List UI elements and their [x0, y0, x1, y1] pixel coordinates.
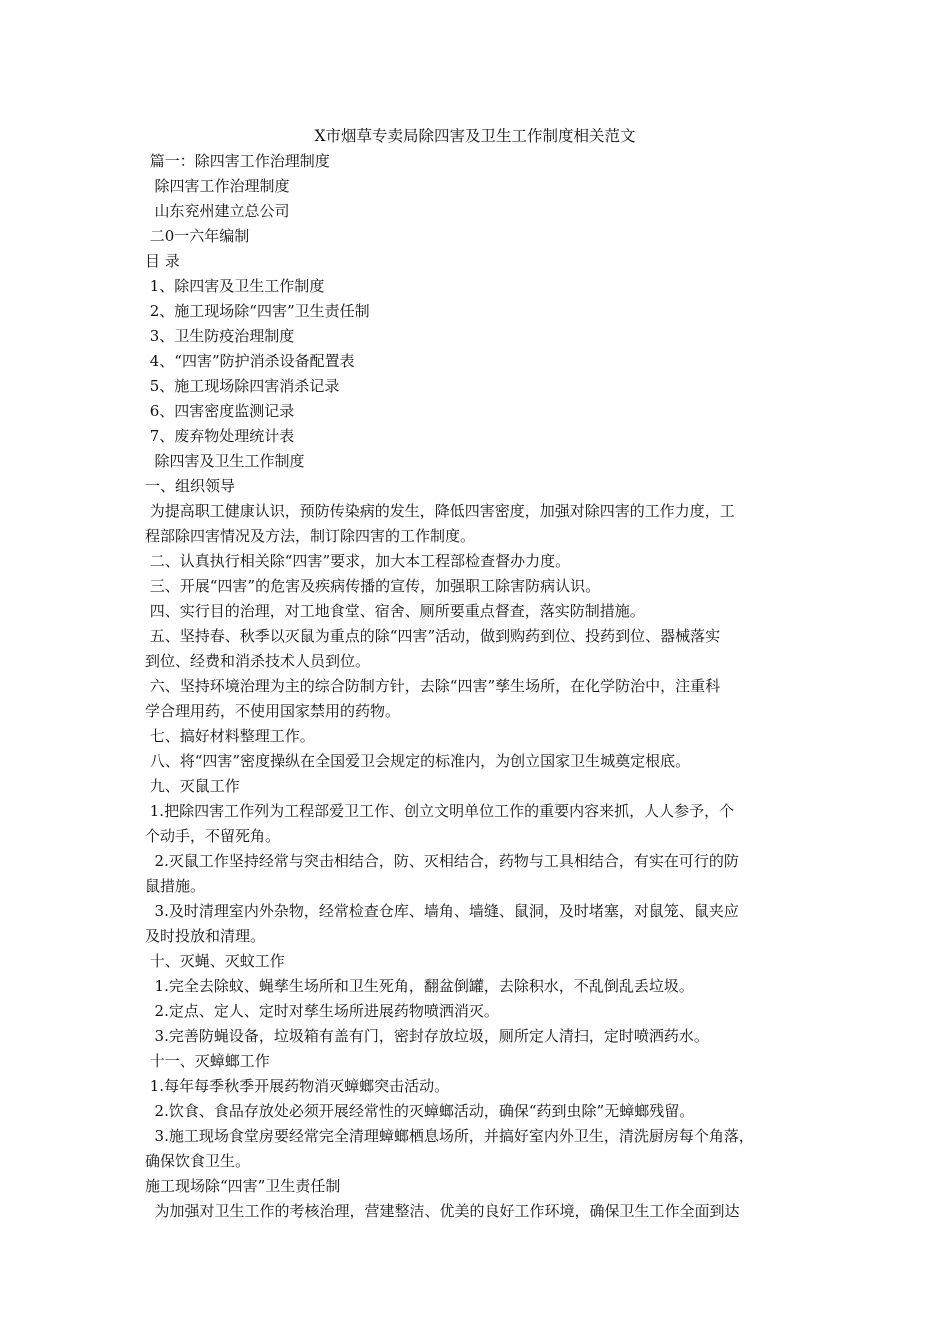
text-line: 及时投放和清理。 — [145, 927, 266, 945]
text-line: 四、实行目的治理，对工地食堂、宿舍、厕所要重点督查，落实防制措施。 — [145, 602, 645, 620]
text-line: 3.及时清理室内外杂物，经常检查仓库、墙角、墙缝、鼠洞，及时堵塞，对鼠笼、鼠夹应 — [145, 902, 739, 920]
text-line: 3.完善防蝇设备，垃圾箱有盖有门，密封存放垃圾，厕所定人清扫，定时喷洒药水。 — [145, 1027, 709, 1045]
text-line: 1.把除四害工作列为工程部爱卫工作、创立文明单位工作的重要内容来抓，人人参予，个 — [145, 802, 735, 820]
text-line: 1.完全去除蚊、蝇孳生场所和卫生死角，翻盆倒罐，去除积水，不乱倒乱丢垃圾。 — [145, 977, 694, 995]
text-line: 七、搞好材料整理工作。 — [145, 727, 315, 745]
document-title: X市烟草专卖局除四害及卫生工作制度相关范文 — [314, 127, 636, 145]
text-line: 五、坚持春、秋季以灭鼠为重点的除“四害”活动，做到购药到位、投药到位、器械落实 — [145, 627, 721, 645]
text-line: 2.定点、定人、定时对孳生场所进展药物喷洒消灭。 — [145, 1002, 499, 1020]
text-line: 一、组织领导 — [145, 477, 236, 495]
text-line: 二0一六年编制 — [145, 227, 250, 245]
text-line: 3、卫生防疫治理制度 — [145, 327, 295, 345]
text-line: 3.施工现场食堂房要经常完全清理蟑螂栖息场所，并搞好室内外卫生，清洗厨房每个角落， — [145, 1127, 754, 1145]
text-line: 7、废弃物处理统计表 — [145, 427, 295, 445]
text-line: 十一、灭蟑螂工作 — [145, 1052, 270, 1070]
text-line: 学合理用药，不使用国家禁用的药物。 — [145, 702, 401, 720]
text-line: 1.每年每季秋季开展药物消灭蟑螂突击活动。 — [145, 1077, 450, 1095]
text-line: 山东兖州建立总公司 — [145, 202, 290, 220]
text-line: 1、除四害及卫生工作制度 — [145, 277, 325, 295]
text-line: 三、开展“四害”的危害及疾病传播的宣传，加强职工除害防病认识。 — [145, 577, 601, 595]
text-line: 确保饮食卫生。 — [145, 1152, 251, 1170]
text-line: 目 录 — [145, 252, 180, 270]
text-line: 程部除四害情况及方法，制订除四害的工作制度。 — [145, 527, 476, 545]
text-line: 除四害及卫生工作制度 — [145, 452, 305, 470]
text-line: 6、四害密度监测记录 — [145, 402, 295, 420]
text-line: 5、施工现场除四害消杀记录 — [145, 377, 340, 395]
text-line: 2.灭鼠工作坚持经常与突击相结合，防、灭相结合，药物与工具相结合，有实在可行的防 — [145, 852, 739, 870]
text-line: 九、灭鼠工作 — [145, 777, 240, 795]
text-line: 2.饮食、食品存放处必须开展经常性的灭蟑螂活动，确保“药到虫除”无蟑螂残留。 — [145, 1102, 695, 1120]
text-line: 为提高职工健康认识，预防传染病的发生，降低四害密度，加强对除四害的工作力度，工 — [145, 502, 735, 520]
text-line: 篇一：除四害工作治理制度 — [145, 152, 330, 170]
text-line: 施工现场除“四害”卫生责任制 — [145, 1177, 341, 1195]
document-body — [145, 149, 810, 1224]
text-line: 2、施工现场除“四害”卫生责任制 — [145, 302, 370, 320]
text-line: 鼠措施。 — [145, 877, 206, 895]
text-line: 八、将“四害”密度操纵在全国爱卫会规定的标准内，为创立国家卫生城奠定根底。 — [145, 752, 691, 770]
text-line: 到位、经费和消杀技术人员到位。 — [145, 652, 371, 670]
text-line: 十、灭蝇、灭蚊工作 — [145, 952, 285, 970]
text-line: 4、“四害”防护消杀设备配置表 — [145, 352, 355, 370]
text-line: 个动手，不留死角。 — [145, 827, 281, 845]
text-line: 除四害工作治理制度 — [145, 177, 290, 195]
text-line: 为加强对卫生工作的考核治理，营建整洁、优美的良好工作环境，确保卫生工作全面到达 — [145, 1202, 740, 1220]
text-line: 二、认真执行相关除“四害”要求，加大本工程部检查督办力度。 — [145, 552, 571, 570]
text-line: 六、坚持环境治理为主的综合防制方针，去除“四害”孳生场所，在化学防治中，注重科 — [145, 677, 721, 695]
